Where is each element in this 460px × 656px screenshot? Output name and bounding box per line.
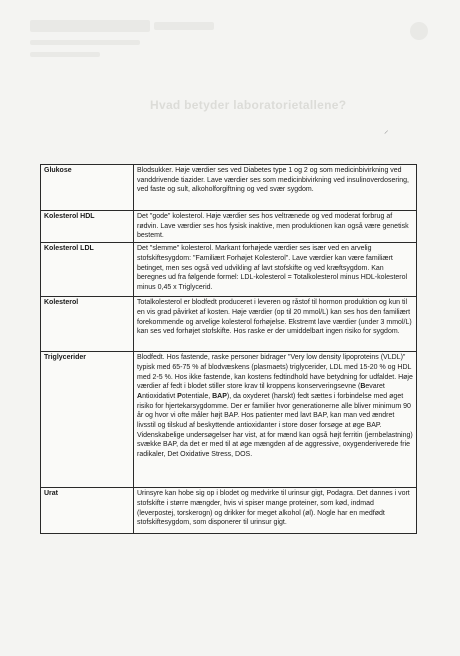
ghost-title: Hvad betyder laboratorietallene? — [150, 98, 347, 112]
row-name: Kolesterol LDL — [41, 243, 134, 297]
desc-bold: A — [137, 392, 143, 400]
row-description: Totalkolesterol er blodfedt produceret i leveren og råstof til hormon produktion og kun til en vis grad påvirket af kosten. Høje værdier (op til 20 mmol/L) kan ses hos den familiært forekommende og arvelige kolesterol forhøjelse. Ekstremt lave værdier (under 3 mmol/L) kan ses ved forhøjet stofskifte. Hos raske er der umiddelbart ingen risiko for sygdom. — [134, 297, 417, 352]
desc-bold: P — [177, 392, 182, 400]
row-name: Urat — [41, 488, 134, 534]
row-description: Blodsukker. Høje værdier ses ved Diabetes type 1 og 2 og som medicinbivirkning ved vanddrivende tiazider. Lave værdier ses som medicinbivirkning ved insulinoverdosering, ved faste og sult, alkoholforgiftning og ved svær sygdom. — [134, 165, 417, 211]
table-row — [41, 488, 417, 534]
table-row — [41, 243, 417, 297]
row-name: Kolesterol — [41, 297, 134, 352]
table-row — [41, 297, 417, 352]
lab-values-table — [40, 164, 417, 534]
row-description: Det "slemme" kolesterol. Markant forhøjede værdier ses især ved en arvelig stofskiftesygdom: "Familiært Forhøjet Kolesterol". Lave værdier kan være familiært betinget, men ses også ved udvikling af lavt stofskifte og ved kræftsygdom. Kan beregnes ud fra følgende formel: LDL-kolesterol = Totalkolesterol minus HDL-kolesterol minus 0,45 x Triglycerid. — [134, 243, 417, 297]
table-row — [41, 165, 417, 211]
row-description: Urinsyre kan hobe sig op i blodet og medvirke til urinsur gigt, Podagra. Det dannes i vort stofskifte i større mængder, hvis vi spiser mange proteiner, som kød, indmad (leverpostej, torskerogn) og drikker for meget alkohol (øl). Nogle har en medfødt stofskiftesygdom, som disponerer til urinsur gigt. — [134, 488, 417, 534]
stray-mark: ⸝ — [384, 125, 389, 135]
desc-part: ntioxidativt — [142, 392, 178, 400]
row-description — [134, 352, 417, 488]
row-name: Triglycerider — [41, 352, 134, 488]
row-description: Det "gode" kolesterol. Høje værdier ses hos veltrænede og ved moderat forbrug af rødvin. Lave værdier ses hos fysisk inaktive, men produktionen kan også være genetisk bestemt. — [134, 211, 417, 243]
row-name: Kolesterol HDL — [41, 211, 134, 243]
row-name: Glukose — [41, 165, 134, 211]
table-row — [41, 211, 417, 243]
desc-part: evaret — [365, 383, 385, 391]
desc-bold: B — [360, 383, 366, 391]
desc-part: ), da oxyderet (harskt) fedt sættes i forbindelse med øget risiko for hjertekarsygdomme. Der er familier hvor generationerne alle bliver minimum 90 år og hvor vi ofte måler højt BAP. Hos patienter med lavt BAP, kan man ved ændret livsstil og tilskud af beskyttende antioxidanter i store doser forsøge at øge BAP. Videnskabelige undersøgelser har vist, at for mænd kan også højt ferritin (jernbelastning) svække BAP, da det er med til at øge mængden af de aggressive, oxygenderiverede frie radikaler, Det Oxidative Stress, DOS. — [137, 392, 413, 459]
desc-part: Blodfedt. Hos fastende, raske personer bidrager "Very low density lipoproteins (VLDL)" typisk med 65-75 % af blodvæskens (plasmaets) triglycerider, LDL med 15-20 % og HDL med 2-5 %. Hos ikke fastende, kan kostens fedtindhold have betydning for udfaldet. Høje værdier af fedt i blodet stiller store krav til kroppens konserveringsevne ( — [137, 354, 413, 391]
faded-letterhead — [30, 14, 450, 74]
table-row — [41, 352, 417, 488]
desc-bold: BAP — [212, 392, 227, 400]
desc-part: otentiale, — [181, 392, 213, 400]
